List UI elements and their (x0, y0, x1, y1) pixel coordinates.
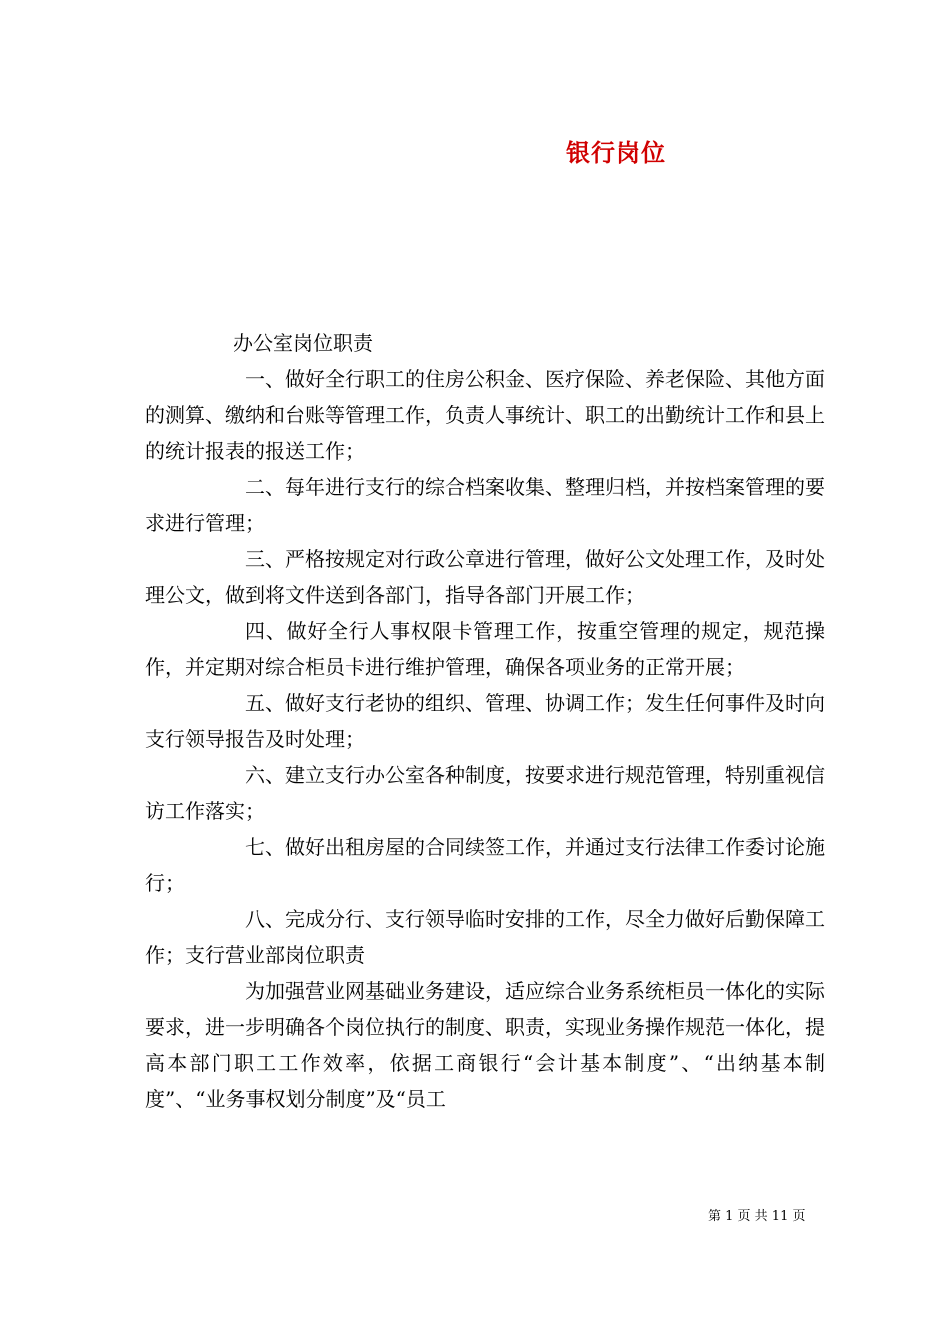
paragraph-6: 六、建立支行办公室各种制度，按要求进行规范管理，特别重视信访工作落实； (145, 763, 825, 823)
page-title: 银行岗位 (566, 138, 666, 167)
paragraph-3: 三、严格按规定对行政公章进行管理，做好公文处理工作，及时处理公文，做到将文件送到各部门，指导各部门开展工作； (145, 547, 825, 607)
document-body (145, 325, 825, 1117)
paragraph-9: 为加强营业网基础业务建设，适应综合业务系统柜员一体化的实际要求，进一步明确各个岗位执行的制度、职责，实现业务操作规范一体化，提高本部门职工工作效率，依据工商银行“会计基本制度”、“出纳基本制度”、“业务事权划分制度”及“员工 (145, 979, 825, 1111)
paragraph-4: 四、做好全行人事权限卡管理工作，按重空管理的规定，规范操作，并定期对综合柜员卡进行维护管理，确保各项业务的正常开展； (145, 619, 825, 679)
section-heading: 办公室岗位职责 (233, 331, 373, 355)
paragraph-8: 八、完成分行、支行领导临时安排的工作，尽全力做好后勤保障工作；支行营业部岗位职责 (145, 907, 825, 967)
paragraph-2: 二、每年进行支行的综合档案收集、整理归档，并按档案管理的要求进行管理； (145, 475, 825, 535)
paragraph-1: 一、做好全行职工的住房公积金、医疗保险、养老保险、其他方面的测算、缴纳和台账等管理工作，负责人事统计、职工的出勤统计工作和县上的统计报表的报送工作； (145, 367, 825, 463)
paragraph-7: 七、做好出租房屋的合同续签工作，并通过支行法律工作委讨论施行； (145, 835, 825, 895)
page-number: 第 1 页 共 11 页 (708, 1209, 806, 1224)
paragraph-5: 五、做好支行老协的组织、管理、协调工作；发生任何事件及时向支行领导报告及时处理； (145, 691, 825, 751)
